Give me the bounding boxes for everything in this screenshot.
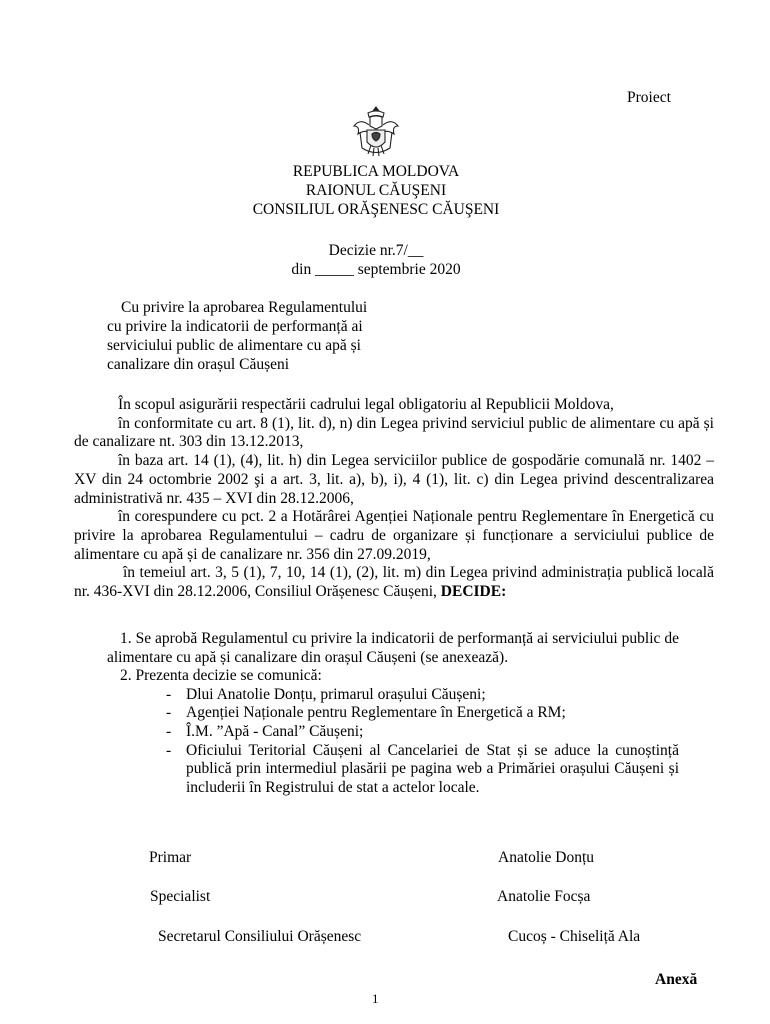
title-line: Cu privire la aprobarea Regulamentului	[121, 299, 368, 316]
decide-keyword: DECIDE:	[440, 583, 507, 601]
list-dash: -	[166, 685, 172, 703]
page-number: 1	[372, 991, 379, 1006]
title-line: canalizare din orașul Căușeni	[107, 356, 290, 373]
signature-role-secretary: Secretarul Consiliului Orășenesc	[158, 928, 362, 945]
decision-item-1: 1. Se aprobă Regulamentul cu privire la indicatorii de performanță ai serviciului public de alimentare cu apă și canalizare din orașul Căușeni (se anexează).	[107, 630, 679, 666]
council-heading: CONSILIUL ORĂŞENESC CĂUŞENI	[252, 201, 500, 218]
draft-label: Proiect	[627, 89, 671, 106]
country-heading: REPUBLICA MOLDOVA	[292, 163, 460, 180]
coat-of-arms-icon	[350, 104, 402, 160]
signature-role-specialist: Specialist	[150, 888, 211, 905]
preamble-text: în temeiul art. 3, 5 (1), 7, 10, 14 (1), (2), lit. m) din Legea privind administrația publică locală nr. 436-XVI din 28.12.2006, Consiliul Orășenesc Căușeni,	[74, 564, 714, 601]
decision-date: din _____ septembrie 2020	[291, 261, 461, 278]
recipient-text: Î.M. ”Apă - Canal” Căușeni;	[186, 722, 364, 740]
list-dash: -	[166, 741, 172, 759]
preamble-paragraph: în corespundere cu pct. 2 a Hotărârei Agenției Naționale pentru Reglementare în Energetică cu privire la aprobarea Regulamentului – cadru de organizare și funcționare a serviciului publice de alimentare cu apă și de canalizare nr. 356 din 27.09.2019,	[74, 508, 714, 563]
list-item	[107, 723, 679, 742]
recipient-text: Oficiului Teritorial Căușeni al Cancelariei de Stat și se aduce la cunoștință publică prin intermediul plasării pe pagina web a Primăriei orașului Căușeni și includerii în Registrului de stat a actelor locale.	[186, 741, 679, 796]
preamble	[74, 396, 714, 602]
annex-label: Anexă	[655, 971, 698, 988]
list-item	[107, 704, 679, 723]
list-item	[107, 742, 679, 798]
list-dash: -	[166, 704, 172, 722]
title-line: serviciului public de alimentare cu apă și	[107, 337, 361, 354]
preamble-paragraph: În scopul asigurării respectării cadrului legal obligatoriu al Republicii Moldova,	[118, 396, 614, 413]
signature-name-secretary: Cucoș - Chiseliță Ala	[508, 928, 641, 945]
preamble-paragraph: în baza art. 14 (1), (4), lit. h) din Legea serviciilor publice de gospodărie comunală nr. 1402 – XV din 24 octombrie 2002 şi a art. 3, lit. a), b), i), 4 (1), lit. c) din Legea privind descentralizarea administrativă nr. 435 – XVI din 28.12.2006,	[74, 452, 714, 507]
recipient-text: Agenției Naționale pentru Reglementare în Energetică a RM;	[186, 704, 566, 722]
list-item	[107, 686, 679, 705]
recipient-text: Dlui Anatolie Donțu, primarul orașului Căușeni;	[186, 685, 486, 703]
recipient-list	[107, 686, 679, 798]
list-dash: -	[166, 722, 172, 740]
signature-name-specialist: Anatolie Focșa	[497, 888, 591, 905]
decision-title	[107, 298, 419, 374]
preamble-paragraph	[74, 564, 714, 601]
signature-role-mayor: Primar	[149, 849, 192, 866]
district-heading: RAIONUL CĂUŞENI	[305, 182, 447, 199]
preamble-paragraph: în conformitate cu art. 8 (1), lit. d), n) din Legea privind serviciul public de alimentare cu apă și de canalizare nt. 303 din 13.12.2013,	[74, 414, 714, 451]
signature-name-mayor: Anatolie Donțu	[498, 849, 594, 866]
decision-number: Decizie nr.7/__	[328, 242, 424, 259]
title-line: cu privire la indicatorii de performanță ai	[107, 318, 363, 335]
decision-item-2: 2. Prezenta decizie se comunică:	[120, 667, 322, 685]
decision-body	[107, 630, 679, 797]
